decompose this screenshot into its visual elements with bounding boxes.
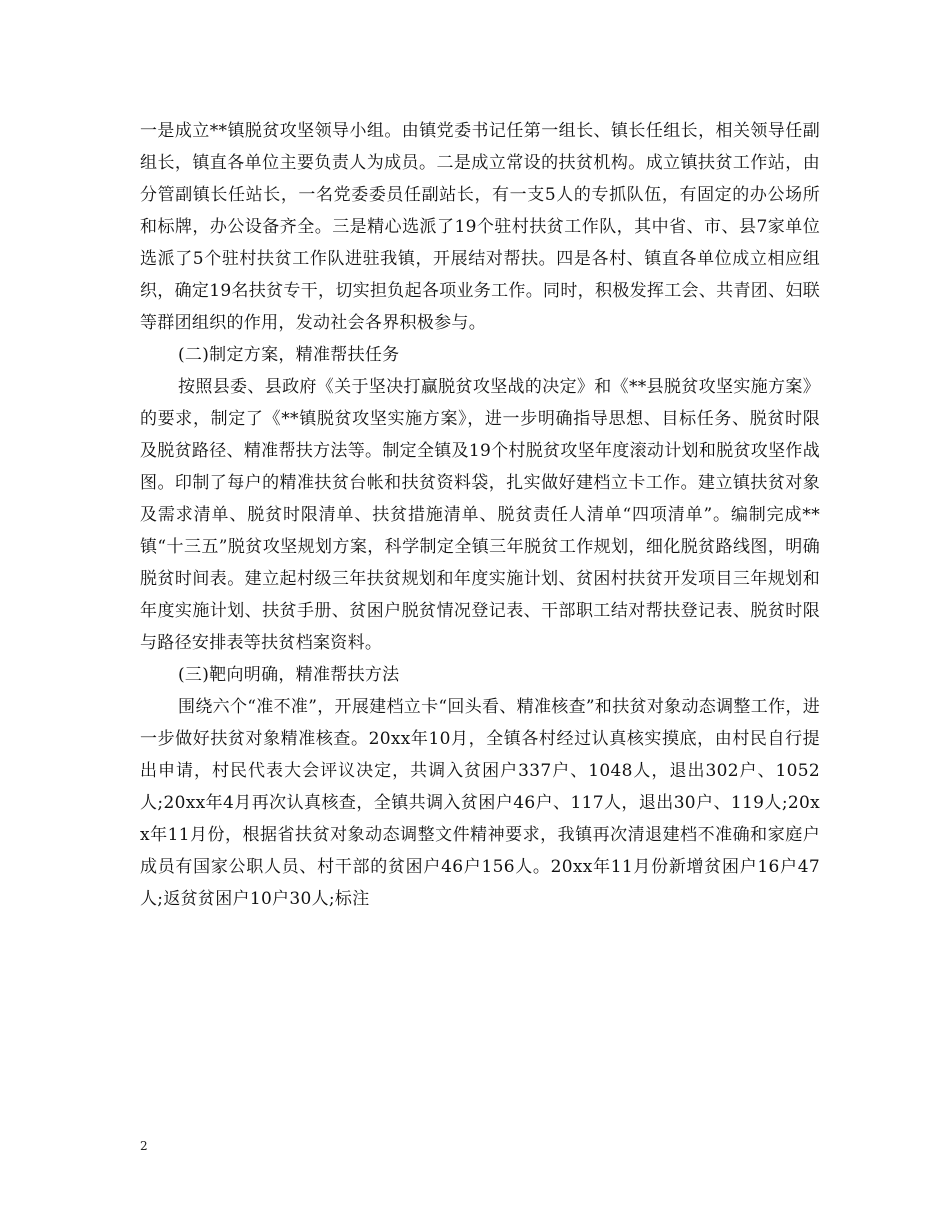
section-heading-plans: (二)制定方案，精准帮扶任务 [178, 345, 400, 365]
document-body [140, 115, 820, 915]
paragraph-plans: 按照县委、县政府《关于坚决打赢脱贫攻坚战的决定》和《**县脱贫攻坚实施方案》的要求，制定了《**镇脱贫攻坚实施方案》，进一步明确指导思想、目标任务、脱贫时限及脱贫路径、精准帮扶方法等。制定全镇及19个村脱贫攻坚年度滚动计划和脱贫攻坚作战图。印制了每户的精准扶贫台帐和扶贫资料袋，扎实做好建档立卡工作。建立镇扶贫对象及需求清单、脱贫时限清单、扶贫措施清单、脱贫责任人清单“四项清单”。编制完成**镇“十三五”脱贫攻坚规划方案，科学制定全镇三年脱贫工作规划，细化脱贫路线图，明确脱贫时间表。建立起村级三年扶贫规划和年度实施计划、贫困村扶贫开发项目三年规划和年度实施计划、扶贫手册、贫困户脱贫情况登记表、干部职工结对帮扶登记表、脱贫时限与路径安排表等扶贫档案资料。 [140, 377, 820, 653]
paragraph-leadership-groups: 一是成立**镇脱贫攻坚领导小组。由镇党委书记任第一组长、镇长任组长，相关领导任副组长，镇直各单位主要负责人为成员。二是成立常设的扶贫机构。成立镇扶贫工作站，由分管副镇长任站长，一名党委委员任副站长，有一支5人的专抓队伍，有固定的办公场所和标牌，办公设备齐全。三是精心选派了19个驻村扶贫工作队，其中省、市、县7家单位选派了5个驻村扶贫工作队进驻我镇，开展结对帮扶。四是各村、镇直各单位成立相应组织，确定19名扶贫专干，切实担负起各项业务工作。同时，积极发挥工会、共青团、妇联等群团组织的作用，发动社会各界积极参与。 [140, 121, 820, 333]
paragraph-methods: 围绕六个“准不准”，开展建档立卡“回头看、精准核查”和扶贫对象动态调整工作，进一步做好扶贫对象精准核查。20xx年10月，全镇各村经过认真核实摸底，由村民自行提出申请，村民代表大会评议决定，共调入贫困户337户、1048人，退出302户、1052人;20xx年4月再次认真核查，全镇共调入贫困户46户、117人，退出30户、119人;20xx年11月份，根据省扶贫对象动态调整文件精神要求，我镇再次清退建档不准确和家庭户成员有国家公职人员、村干部的贫困户46户156人。20xx年11月份新增贫困户16户47人;返贫贫困户10户30人;标注 [140, 697, 820, 909]
page-number: 2 [140, 1139, 148, 1153]
section-heading-methods: (三)靶向明确，精准帮扶方法 [178, 665, 400, 685]
